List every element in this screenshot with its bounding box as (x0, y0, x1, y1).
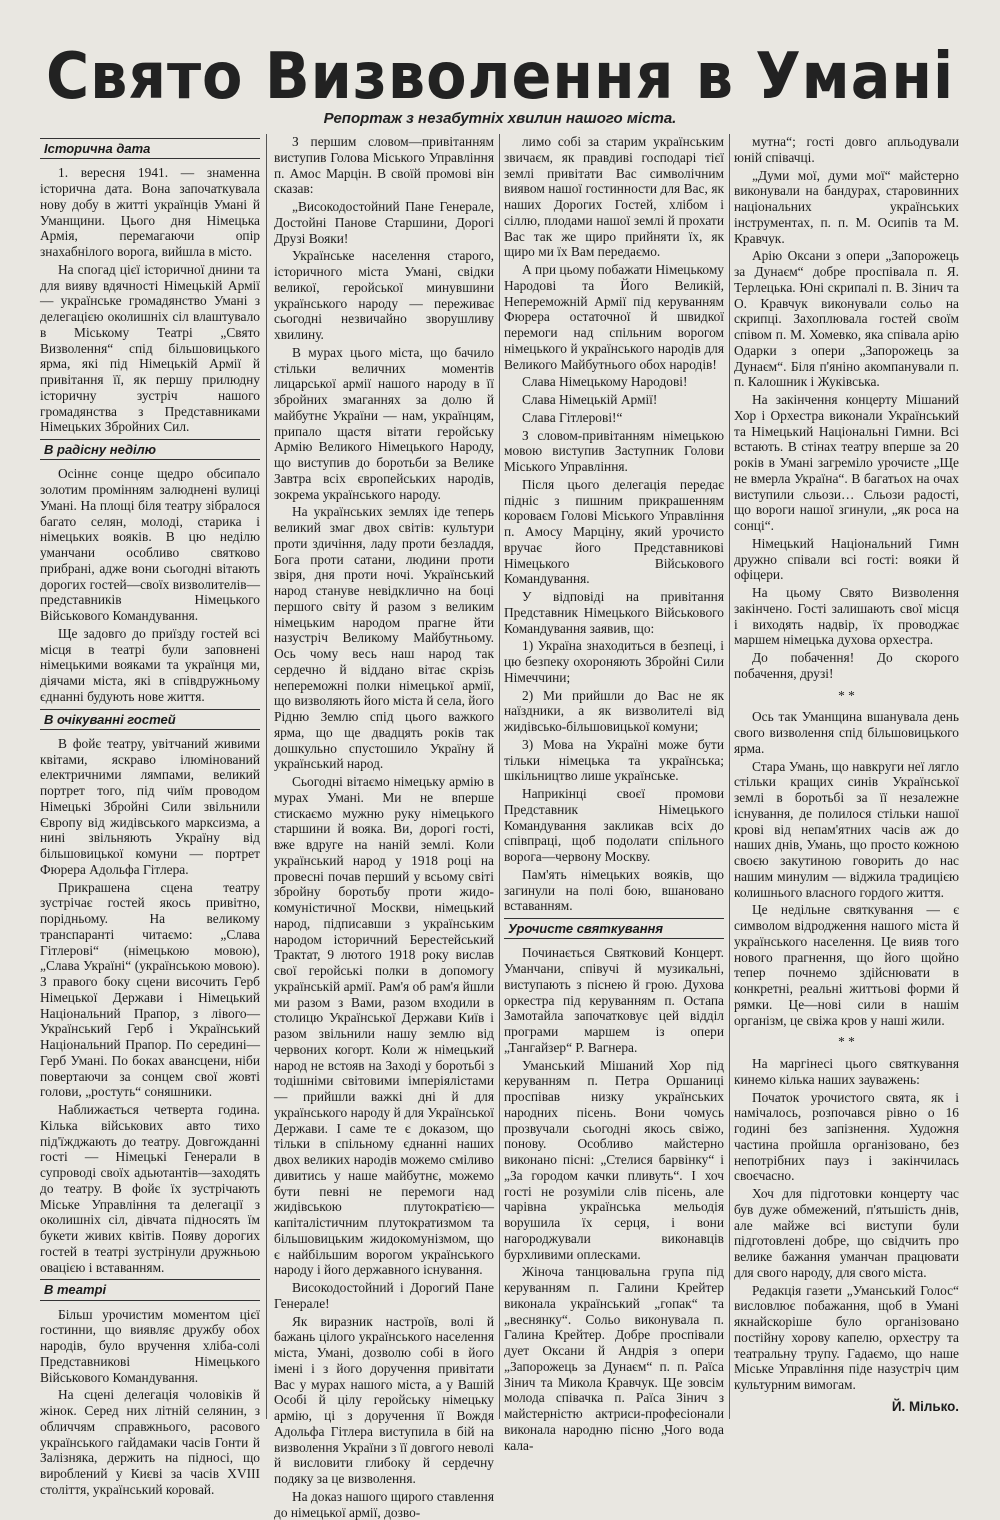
paragraph: Прикрашена сцена театру зустрічає гостей якось привітно, порідньому. На великому транспаранті читаємо: „Слава Гітлерові“ (німецькою мовою), „Слава Україні“ (українською мовою). З правого боку сцени височить Герб Німецької Держави і Німецький Національний Прапор, з лівого—Український Герб і Український Національний Прапор. По середині—Герб Умані. По боках авансцени, ніби повертаючи за сонцем свої жовті голови, „ростуть“ соняшники. (40, 879, 260, 1100)
section-separator: * * (838, 1034, 855, 1050)
paragraph: До побачення! До скорого побачення, друзі! (734, 650, 959, 681)
section-heading: В очікуванні гостей (40, 709, 260, 730)
paragraph: 1. вересня 1941. — знаменна історична дата. Вона започаткувала нову добу в житті українців Умані й Уманщини. Цього дня Німецька Армія, перемагаючи опір знахабнілого ворога, вийшла в місто. (40, 165, 260, 260)
paragraph: Більш урочистим моментом цієї гостинни, що виявляє дружбу обох народів, було вручення хліба-солі Представникові Німецького Військового Командування. (40, 1306, 260, 1385)
paragraph: Як виразник настроїв, волі й бажань цілого українського населення міста, Умані, дозволю собі в його імені і з його доручення привітати Вас у мурах нашого міста, а у Вашій Особі й цілу геройську німецьку армію, ці з доручення її Вождя Адольфа Гітлера виступила в бій на визволення України з її довгого неволі й висловити глибоку й сердечну подяку за це визволення. (274, 1313, 494, 1486)
list-item: 1) Україна знаходиться в безпеці, і цю безпеку охороняють Збройні Сили Німеччини; (504, 638, 724, 685)
paragraph: У відповіді на привітання Представник Німецького Військового Командування заявив, що: (504, 589, 724, 636)
paragraph: Високодостойний і Дорогий Пане Генерале! (274, 1280, 494, 1311)
paragraph: „Високодостойний Пане Генерале, Достойні Панове Старшини, Дорогі Друзі Вояки! (274, 199, 494, 246)
paragraph: Стара Умань, що навкруги неї лягло стільки кращих синів Української землі в боротьбі за її незалежне існування, де полилося стільки нашої крові від непам'ятних часів аж до наших днів, Умань, що просто кожною своєю закутиною говорить до нас нашим минулим — віджила традицією колишнього власного гордого життя. (734, 758, 959, 900)
paragraph: Німецький Національний Гимн дружно співали всі гості: вояки й офіцери. (734, 535, 959, 583)
paragraph: Наближається четверта година. Кілька військових авто тихо під'їжджають до театру. Довгожданні гості — Німецькі Генерали в супроводі своїх адьютантів—заходять до театру. В фойє їх зустрічають Міське Управління та делегації з околишніх сіл, дівчата підносять їм букети живих квітів. Появу дорогих гостей в театрі зустрінули дружньою овацією і вставанням. (40, 1102, 260, 1275)
paragraph: Ось так Уманщина вшанувала день свого визволення спід більшовицького ярма. (734, 709, 959, 756)
paragraph: Наприкінці своєї промови Представник Німецького Командування закликав всіх до співпраці, щоб подолати спільного ворога—червону Москву. (504, 786, 724, 864)
column-rule (729, 134, 730, 1419)
paragraph: На сцені делегація чоловіків й жінок. Серед них літній селянин, з обличчям справжнього, расового українського гайдамаки часів Гонти й Залізняка, держить на підносі, що вироблений у Києві за часів XVIII століття, український коровай. (40, 1387, 260, 1497)
paragraph: мутна“; гості довго апльодували юній співачці. (734, 134, 959, 165)
paragraph: лимо собі за старим українським звичаєм, як правдиві господарі тієї землі привітати Вас символічним виявом нашої гостинности для Вас, як наших Дорогих Гостей, хлібом і сіллю, плодами нашої землі й прохати Вас так же щиро прийняти їх, як щиро ми їх Вам передаємо. (504, 134, 724, 260)
paragraph: Початок урочистого свята, як і намічалось, розпочався рівно о 16 годині без запізнення. Художня частина пройшла організовано, без непотрібних пауз і закінчилась своєчасно. (734, 1089, 959, 1184)
paragraph: В фойє театру, увітчаний живими квітами, яскраво ілюмінований електричними лямпами, великий портрет того, під чиїм проводом Німецькі Збройні Сили звільнили Європу від жидівського марксизма, а нині звільняють Україну від більшовицької комуни — портрет Фюрера Адольфа Гітлера. (40, 735, 260, 877)
paragraph: На закінчення концерту Мішаний Хор і Орхестра виконали Український та Німецький Національні Гимни. Всі встають. В стінах театру вперше за 20 років в Умані загреміло урочисте „Ще не вмерла Україна“. В багатьох на очах виступили сльози… Сльози радості, що вороги нашої згинули, „як роса на сонці“. (734, 392, 959, 533)
paragraph: Уманський Мішаний Хор під керуванням п. Петра Оршаниці проспівав низку українських народних пісень. Вони чомусь прозвучали сьогодні якось свіжо, понову. Особливо майстерно виконано пісні: „Стелися барвінку“ і „За городом качки пливуть“. І хоч гості не розуміли слів пісень, але чарівна українська мельодія ворушила їх серця, і вони нагороджували виконавців бурхливими оплесками. (504, 1057, 724, 1262)
paragraph: Сьогодні вітаємо німецьку армію в мурах Умані. Ми не вперше стискаємо мужню руку німецького старшини й вояка. Ви, дорогі гості, вже вдруге на наній землі. Коли український народ у 1918 році на провесні почав перший у всьому світі збройну боротьбу проти жидо-комуністичної Москви, німецький народ, підписавши з українським народом історичний Берестейський Трактат, 9 лютого 1918 року вислав свої геройські полки в допомогу українській армії. Рам'я об рам'я йшли ми разом з Вами, разом входили в столицю Української Держави Київ і разом звільнили нашу землю від червоних когорт. Коли ж німецький народ не встояв на Заході у боротьбі з тодішніми світовими імперіялістами — прийшли важкі дні й для українського народу й для Української Держави. І саме те є доказом, що тільки в спільному єднанні наших двох великих народів можемо сміливо дивитись у наше майбутнє, можемо бути певні не перемоги над жидівською плутократією—капіталістичним плутократизмом та більшовицьким жидокомунізмом, що є найбільшим ворогом українського народу і його державного існування. (274, 774, 494, 1278)
section-separator: * * (838, 687, 855, 703)
paragraph: Жіноча танцювальна група під керуванням п. Галини Крейтер виконала український „гопак“ та „веснянку“. Сольо виконувала п. Галина Крейтер. Добре проспівали дует Оксани й Андрія з опери „Запорожець за Дунаєм“ п. п. Раїса Зінич та Микола Кравчук. Ще зовсім молода співачка п. Раїса Зінич з майстерністю актриси-професіонали виконала народню пісню „Чого вода кала- (504, 1264, 724, 1453)
slogan: Слава Гітлерові!“ (522, 409, 623, 425)
paragraph: В мурах цього міста, що бачило стільки величних моментів лицарської армії нашого народу в її збройних змаганнях за долю й майбутнє України — нам, українцям, припало щастя вітати геройську Армію Великого Німецького Народу, що виступив до боротьби за Велике Завтра всіх європейських народів, зокрема українського народу. (274, 344, 494, 502)
slogan: Слава Німецькому Народові! (522, 374, 688, 390)
paragraph: Ще задовго до приїзду гостей всі місця в театрі були заповнені німецькими вояками та українця ми, діячами міста, які в співдружньому єднанні будують нове життя. (40, 625, 260, 704)
section-heading: Історична дата (40, 138, 260, 159)
paragraph: На спогад цієї історичної днини та для вияву вдячності Німецькій Армії — українське громадянство Умані з делегацією околишніх сіл влаштувало в Міському Театрі „Свято Визволення“ спід більшовицького ярма, які під Німецькій Армії й привітання її, як першу прилюдну історичну зустріч нашого громадянства з Представниками Німецьких Збройних Сил. (40, 261, 260, 435)
paragraph: Починається Святковий Концерт. Уманчани, співучі й музикальні, виступають з піснею й грою. Духова оркестра під керуванням п. Остапа Замотайла започатковує цей відділ програми маршем із опери „Тангайзер“ Р. Вагнера. (504, 945, 724, 1055)
section-heading: В радісну неділю (40, 439, 260, 460)
list-item: 2) Ми прийшли до Вас не як наїздники, а як визволителі від жидівсько-більшовицької комуни; (504, 687, 724, 734)
paragraph: Арію Оксани з опери „Запорожець за Дунаєм“ добре проспівала п. Я. Терлецька. Юні скрипалі п. В. Зінич та О. Кравчук виконували сольо на скрипці. Захоплювала гостей своїм співом п. М. Хомевко, яка співала арію Одарки з опери „Запорожець за Дунаєм“. Біля п'яніно акомпанували п. п. Калошник і Жуківська. (734, 248, 959, 390)
paragraph: „Думи мої, думи мої“ майстерно виконували на бандурах, старовинних національних українських інструментах, п. п. М. Осипів та М. Кравчук. (734, 167, 959, 246)
slogan: Слава Німецькій Армії! (522, 392, 658, 407)
column-rule (499, 134, 500, 1419)
paragraph: На українських землях іде теперь великий змаг двох світів: культури проти здичіння, ладу проти безладдя, Бога проти сатани, людини проти звіря, дня проти ночі. Український народ стануве невідклично на боці першого світу й разом з великим німецьким народом прагне йти назустріч Великому Майбутньому. Ось чому весь наш народ так сердечно й віддано вітає скрізь непереможні полки німецької армії, що визволяють його міста й села, його Рідню Землю спід цього важкого ярма, що ще двадцять років так дошкульно спустошило Україну й український народ. (274, 504, 494, 772)
paragraph: Після цього делегація передає підніс з пишним прикрашенням короваєм Голові Міського Управління п. Амосу Марціну, який урочисто вручає його Представникові Німецького Військового Командування. (504, 476, 724, 587)
column-3 (504, 134, 724, 1453)
column-4 (734, 134, 959, 1419)
section-heading: Урочисте святкування (504, 918, 724, 939)
column-1 (40, 134, 261, 1497)
paragraph: Редакція газети „Уманський Голос“ висловлює побажання, щоб в Умані якнайскоріше було організовано постійну хорову капелю, орхестру та театральну трупу. Гадаємо, що наше Міське Управління піде назустріч цим культурним вимогам. (734, 1282, 959, 1392)
paragraph: Це недільне святкування — є символом відродження нашого міста й українського населення. Це вияв того нового прагнення, що його щойно тепер почнемо здійснювати в конкретні, реальні життьові форми й рямки. Це—нові сили в нашім організм, це свіжа кров у наші жили. (734, 902, 959, 1028)
subtitle: Репортаж з незабутніх хвилин нашого міста. (323, 110, 677, 127)
column-2 (274, 134, 494, 1520)
paragraph: З першим словом—привітанням виступив Голова Міського Управління п. Амос Марцін. В своїй промові він сказав: (274, 134, 494, 197)
paragraph: На маргінесі цього святкування кинемо кілька наших зауважень: (734, 1056, 959, 1087)
headline: Свято Визволення в Умані (45, 40, 955, 114)
list-item: 3) Мова на Україні може бути тільки німецька та українська; шкільництво лише українське. (504, 736, 724, 784)
author-signature: Й. Мілько. (891, 1398, 959, 1414)
paragraph: На доказ нашого щирого ставлення до німецької армії, дозво- (274, 1488, 494, 1520)
column-rule (266, 134, 267, 1419)
paragraph: Осіннє сонце щедро обсипало золотим промінням залюднені вулиці Умані. На площі біля театру зібралося багато селян, молоді, старика і німецьких вояків. В цю неділю уманчани особливо святково прибрані, адже вони сьогодні вітають дорогих гостей—своїх визволителів—представників Німецького Військового Командування. (40, 466, 261, 624)
paragraph: З словом-привітанням німецькою мовою виступив Заступник Голови Міського Управління. (504, 427, 724, 474)
paragraph: А при цьому побажати Німецькому Народові та Його Великій, Непереможній Армії під керуванням Фюрера остаточної й швидкої перемоги над спільним ворогом німецького й українського народів для Великого Майбутнього обох народів! (504, 262, 724, 372)
paragraph: Українське населення старого, історичного міста Умані, свідки великої, геройської минувшини українського народу — переживає сьогодні незвичайно зворушливу хвилину. (274, 248, 494, 342)
paragraph: Пам'ять німецьких вояків, що загинули на полі бою, вшановано вставанням. (504, 866, 724, 914)
section-heading: В театрі (40, 1279, 260, 1300)
paragraph: Хоч для підготовки концерту час був дуже обмежений, п'ятьшість днів, але майже всі виступи були підготовлені добре, що свідчить про велике бажання уманчан працювати для свого народу, для свого міста. (734, 1186, 959, 1280)
paragraph: На цьому Свято Визволення закінчено. Гості залишають свої місця і виходять надвір, їх проводжає маршем німецька духова орхестра. (734, 585, 959, 648)
